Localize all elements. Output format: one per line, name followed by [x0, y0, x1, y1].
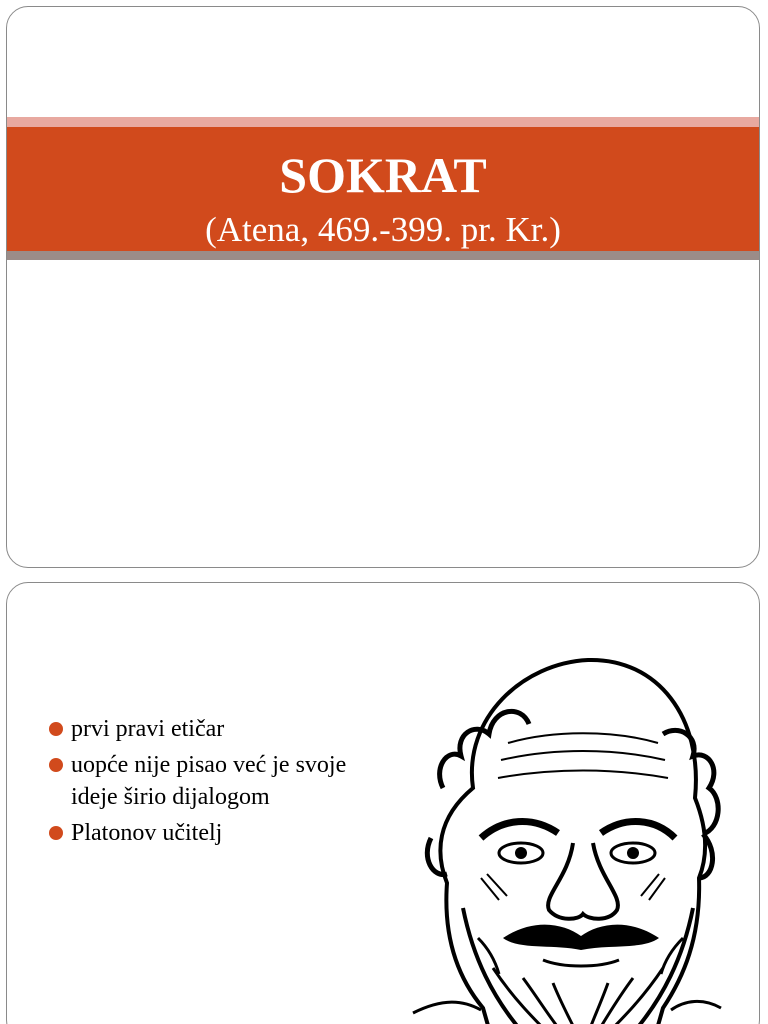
bullet-text: Platonov učitelj: [71, 820, 223, 846]
title-band-top-stripe: [7, 117, 759, 127]
bullet-item: [47, 817, 377, 849]
bullet-text: prvi pravi etičar: [71, 716, 225, 742]
bullet-item: [47, 749, 377, 813]
bullet-dot-icon: [49, 826, 63, 840]
bullet-dot-icon: [49, 758, 63, 772]
content-slide: [6, 582, 760, 1024]
slide-title: SOKRAT: [279, 147, 487, 203]
slide-subtitle: (Atena, 469.-399. pr. Kr.): [205, 210, 561, 249]
bullet-dot-icon: [49, 722, 63, 736]
title-slide: [6, 6, 760, 568]
socrates-portrait-icon: [403, 638, 733, 1024]
bullet-item: [47, 713, 377, 745]
title-band-bottom-stripe: [7, 251, 759, 260]
bullet-text: uopće nije pisao već je svoje ideje širio dijalogom: [71, 752, 347, 810]
bullet-list: [47, 713, 377, 853]
